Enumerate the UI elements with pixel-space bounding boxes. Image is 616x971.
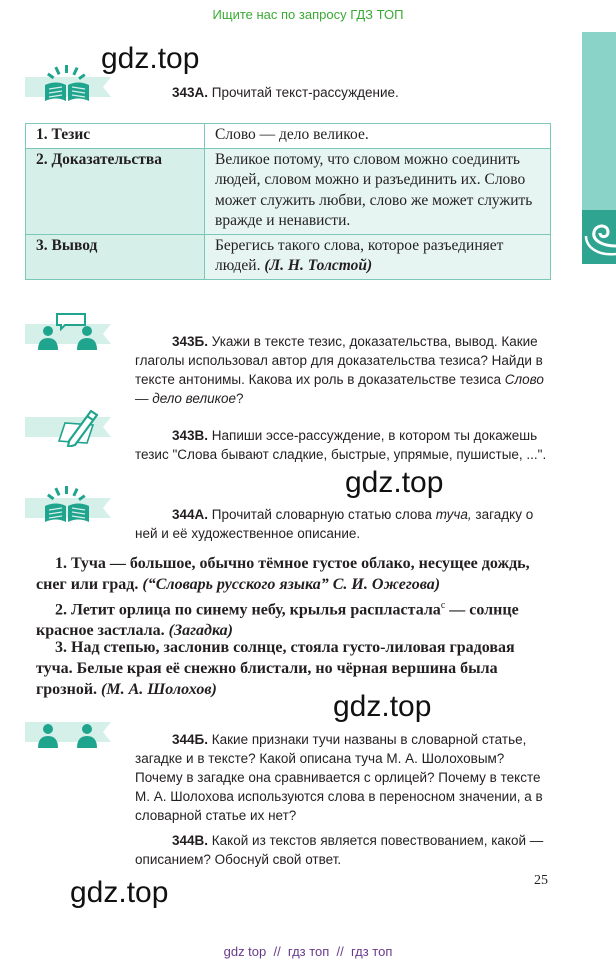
footer-links[interactable]: gdz top // гдз топ // гдз топ [223, 944, 393, 959]
text-3: 3. Над степью, заслонив солнце, стояла густо-лиловая градовая туча. Белые края её снежно блистали, но чёрная вершина была грозной. (М. А. Шолохов) [36, 639, 515, 698]
table-label: 3. Вывод [26, 234, 205, 279]
thesis-table [25, 123, 551, 280]
table-content: Слово — дело великое. [205, 124, 551, 149]
table-row [26, 234, 551, 279]
top-banner[interactable]: Ищите нас по запросу ГДЗ ТОП [212, 7, 404, 22]
text-2: 2. Летит орлица по синему небу, крылья распластала$^с$ — солнце красное застлала. (Загадка) [36, 600, 519, 640]
table-row [26, 148, 551, 234]
task-343a: 343А. Прочитай текст-рассуждение. [172, 85, 399, 100]
task-343b: 343Б. Укажи в тексте тезис, доказательства, вывод. Какие глаголы использовал автор для доказательства тезиса? Найди в тексте антонимы. Какова их роль в доказательстве тезиса Слово — дело великое? [135, 334, 544, 406]
table-label: 2. Доказательства [26, 148, 205, 234]
task-344b: 344Б. Какие признаки тучи названы в словарной статье, загадке и в тексте? Какой описана туча М. А. Шолоховым? Почему в загадке она сравнивается с орлицей? Почему в тексте М. А. Шолохова используются слова в переносном значении, а в словарной статье их нет? [135, 732, 543, 823]
watermark: gdz.top [345, 466, 444, 499]
table-label: 1. Тезис [26, 124, 205, 149]
task-343v: 343В. Напиши эссе-рассуждение, в котором ты докажешь тезис "Слова бывают сладкие, быстрые, упрямые, пушистые, ...". [135, 428, 547, 462]
watermark: gdz.top [333, 690, 432, 723]
table-row [26, 124, 551, 149]
task-344a: 344А. Прочитай словарную статью слова туча, загадку о ней и её художественное описание. [135, 507, 534, 541]
table-content: Берегись такого слова, которое разъединяет людей. (Л. Н. Толстой) [205, 234, 551, 279]
page-number: 25 [534, 873, 548, 888]
dialog-icon [25, 710, 111, 750]
watermark: gdz.top [101, 42, 200, 75]
book-icon [25, 484, 111, 524]
book-icon [25, 63, 111, 103]
swirl-icon [582, 210, 616, 264]
pencil-icon [25, 407, 111, 447]
task-344v: 344В. Какой из текстов является повествованием, какой — описанием? Обоснуй свой ответ. [135, 833, 544, 867]
dialog-icon [25, 312, 111, 352]
watermark: gdz.top [70, 876, 169, 909]
table-content: Великое потому, что словом можно соединить людей, словом можно и разъединить их. Слово может служить любви, слово же может служить вражде и ненависти. [205, 148, 551, 234]
text-1: 1. Туча — большое, обычно тёмное густое облако, несущее дождь, снег или град. (“Словарь русского языка” С. И. Ожегова) [36, 555, 530, 593]
